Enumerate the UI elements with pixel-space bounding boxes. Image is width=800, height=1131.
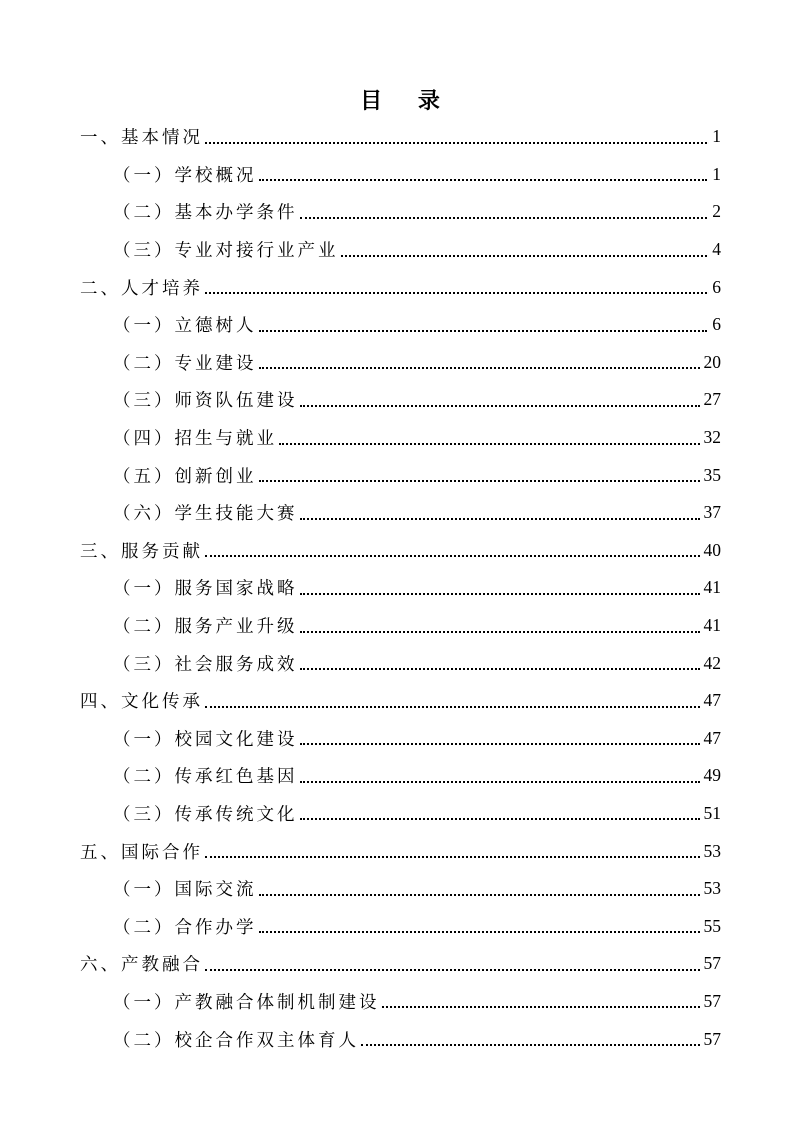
toc-dot-leader — [300, 405, 700, 407]
toc-page-number: 47 — [703, 727, 721, 748]
toc-subsection-entry[interactable] — [0, 381, 800, 419]
toc-entry-label: 二、人才培养 — [80, 278, 203, 299]
toc-dot-leader — [205, 292, 707, 294]
toc-section-entry[interactable] — [0, 945, 800, 983]
toc-title: 目 录 — [360, 89, 454, 114]
toc-entry-label: （一）产教融合体制机制建设 — [113, 992, 380, 1013]
toc-page-number: 57 — [703, 1028, 721, 1049]
toc-subsection-entry[interactable] — [0, 344, 800, 382]
toc-entry-label: （三）专业对接行业产业 — [113, 241, 339, 262]
toc-subsection-entry[interactable] — [0, 306, 800, 344]
toc-entry-label: 五、国际合作 — [80, 842, 203, 863]
toc-page-number: 1 — [712, 163, 721, 184]
toc-page-number: 37 — [703, 502, 721, 523]
toc-page-number: 57 — [703, 953, 721, 974]
toc-entry-label: （二）校企合作双主体育人 — [113, 1030, 359, 1051]
toc-entry-label: （二）基本办学条件 — [113, 203, 298, 224]
toc-page-number: 47 — [703, 690, 721, 711]
toc-section-entry[interactable] — [0, 268, 800, 306]
toc-page-number: 20 — [703, 351, 721, 372]
toc-subsection-entry[interactable] — [0, 419, 800, 457]
toc-page-number: 35 — [703, 464, 721, 485]
toc-entry-label: 三、服务贡献 — [80, 541, 203, 562]
toc-page-number: 42 — [703, 652, 721, 673]
toc-dot-leader — [382, 1006, 700, 1008]
toc-entry-label: （二）合作办学 — [113, 917, 257, 938]
toc-entry-label: （五）创新创业 — [113, 466, 257, 487]
toc-entry-label: （三）社会服务成效 — [113, 654, 298, 675]
toc-page-number: 40 — [703, 539, 721, 560]
toc-dot-leader — [300, 217, 708, 219]
toc-entry-label: （四）招生与就业 — [113, 429, 277, 450]
toc-page-number: 1 — [712, 126, 721, 147]
toc-dot-leader — [300, 743, 700, 745]
toc-dot-leader — [279, 443, 700, 445]
toc-page-number: 51 — [703, 802, 721, 823]
toc-entry-label: （一）服务国家战略 — [113, 579, 298, 600]
toc-entry-label: （二）传承红色基因 — [113, 767, 298, 788]
toc-dot-leader — [259, 330, 708, 332]
toc-page-number: 49 — [703, 765, 721, 786]
toc-subsection-entry[interactable] — [0, 983, 800, 1021]
toc-page-number: 27 — [703, 389, 721, 410]
toc-entry-label: 一、基本情况 — [80, 128, 203, 149]
toc-subsection-entry[interactable] — [0, 569, 800, 607]
toc-dot-leader — [361, 1044, 700, 1046]
toc-dot-leader — [205, 555, 700, 557]
toc-entry-label: （三）传承传统文化 — [113, 804, 298, 825]
toc-dot-leader — [300, 818, 700, 820]
toc-entry-label: （三）师资队伍建设 — [113, 391, 298, 412]
toc-subsection-entry[interactable] — [0, 870, 800, 908]
toc-list — [0, 118, 800, 1058]
toc-page-number: 53 — [703, 840, 721, 861]
toc-page-number: 6 — [712, 276, 721, 297]
toc-subsection-entry[interactable] — [0, 1020, 800, 1058]
toc-page-number: 57 — [703, 990, 721, 1011]
toc-subsection-entry[interactable] — [0, 795, 800, 833]
toc-page-number: 6 — [712, 314, 721, 335]
toc-dot-leader — [300, 631, 700, 633]
toc-subsection-entry[interactable] — [0, 193, 800, 231]
toc-entry-label: 四、文化传承 — [80, 692, 203, 713]
toc-dot-leader — [205, 969, 700, 971]
toc-dot-leader — [205, 142, 707, 144]
toc-page-number: 4 — [712, 239, 721, 260]
toc-entry-label: （一）学校概况 — [113, 165, 257, 186]
toc-page-number: 55 — [703, 915, 721, 936]
toc-subsection-entry[interactable] — [0, 494, 800, 532]
toc-entry-label: （六）学生技能大赛 — [113, 504, 298, 525]
toc-page-number: 41 — [703, 615, 721, 636]
toc-dot-leader — [300, 593, 700, 595]
toc-page-number: 2 — [712, 201, 721, 222]
toc-dot-leader — [259, 367, 700, 369]
toc-entry-label: （二）服务产业升级 — [113, 617, 298, 638]
toc-subsection-entry[interactable] — [0, 156, 800, 194]
toc-page-number: 41 — [703, 577, 721, 598]
toc-dot-leader — [205, 706, 700, 708]
toc-page-number: 32 — [703, 427, 721, 448]
toc-dot-leader — [259, 894, 700, 896]
toc-dot-leader — [300, 518, 700, 520]
toc-entry-label: （二）专业建设 — [113, 353, 257, 374]
toc-subsection-entry[interactable] — [0, 644, 800, 682]
toc-dot-leader — [300, 781, 700, 783]
toc-entry-label: （一）国际交流 — [113, 880, 257, 901]
toc-dot-leader — [259, 179, 708, 181]
toc-dot-leader — [259, 480, 700, 482]
toc-subsection-entry[interactable] — [0, 456, 800, 494]
toc-entry-label: （一）立德树人 — [113, 316, 257, 337]
toc-subsection-entry[interactable] — [0, 907, 800, 945]
toc-subsection-entry[interactable] — [0, 607, 800, 645]
toc-subsection-entry[interactable] — [0, 231, 800, 269]
toc-dot-leader — [341, 255, 708, 257]
toc-page-number: 53 — [703, 878, 721, 899]
toc-section-entry[interactable] — [0, 682, 800, 720]
toc-entry-label: 六、产教融合 — [80, 955, 203, 976]
toc-subsection-entry[interactable] — [0, 720, 800, 758]
toc-section-entry[interactable] — [0, 832, 800, 870]
toc-dot-leader — [205, 856, 700, 858]
toc-dot-leader — [300, 668, 700, 670]
toc-dot-leader — [259, 931, 700, 933]
toc-subsection-entry[interactable] — [0, 757, 800, 795]
toc-section-entry[interactable] — [0, 118, 800, 156]
toc-section-entry[interactable] — [0, 532, 800, 570]
toc-entry-label: （一）校园文化建设 — [113, 729, 298, 750]
